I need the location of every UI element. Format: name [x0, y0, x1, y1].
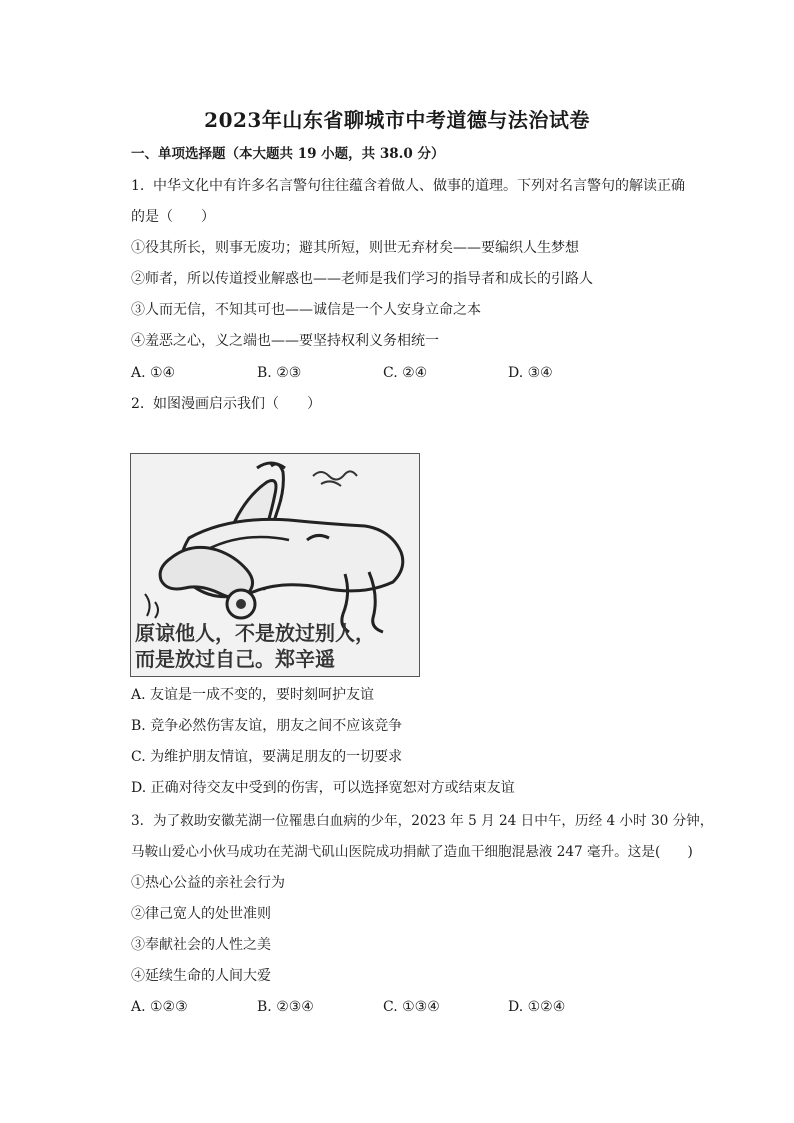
comic-caption	[135, 620, 420, 672]
q1-item-1: ①役其所长，则事无废功；避其所短，则世无弃材矣——要编织人生梦想	[131, 240, 579, 256]
q1-option-a[interactable]: A. ①④	[131, 365, 176, 381]
q3-option-d[interactable]: D. ①②④	[508, 999, 566, 1015]
q3-item-3: ③奉献社会的人性之美	[131, 937, 271, 953]
q1-option-d[interactable]: D. ③④	[508, 365, 553, 381]
q3-stem-text: 为了救助安徽芜湖一位罹患白血病的少年，2023 年 5 月 24 日中午，历经 4 小时 30 分钟，	[153, 813, 714, 829]
q2-stem-text: 如图漫画启示我们（ ）	[153, 396, 321, 412]
q2-option-b[interactable]: B. 竞争必然伤害友谊，朋友之间不应该竞争	[131, 718, 403, 734]
q3-stem-line2: 马鞍山爱心小伙马成功在芜湖弋矶山医院成功捐献了造血干细胞混悬液 247 毫升。这是( )	[131, 844, 693, 860]
q3-item-2: ②律己宽人的处世准则	[131, 906, 271, 922]
q1-item-4: ④羞恶之心，义之端也——要坚持权利义务相统一	[131, 333, 439, 349]
q3-stem-line1	[131, 812, 713, 830]
q2-number: 2.	[131, 396, 145, 412]
q1-stem-line1	[131, 177, 685, 195]
q3-option-a[interactable]: A. ①②③	[131, 999, 188, 1015]
q3-option-b[interactable]: B. ②③④	[257, 999, 314, 1015]
q1-stem-text: 中华文化中有许多名言警句往往蕴含着做人、做事的道理。下列对名言警句的解读正确	[153, 178, 685, 194]
q3-option-c[interactable]: C. ①③④	[383, 999, 440, 1015]
q1-number: 1.	[131, 178, 145, 194]
comic-image	[130, 453, 420, 677]
q1-option-b[interactable]: B. ②③	[257, 365, 302, 381]
q3-item-1: ①热心公益的亲社会行为	[131, 875, 285, 891]
q1-item-2: ②师者，所以传道授业解惑也——老师是我们学习的指导者和成长的引路人	[131, 271, 593, 287]
q3-number: 3.	[131, 813, 144, 829]
q2-option-d[interactable]: D. 正确对待交友中受到的伤害，可以选择宽恕对方或结束友谊	[131, 780, 515, 796]
comic-caption-line1: 原谅他人，不是放过别人，	[135, 621, 375, 645]
q3-item-4: ④延续生命的人间大爱	[131, 968, 271, 984]
q1-item-3: ③人而无信，不知其可也——诚信是一个人安身立命之本	[131, 302, 481, 318]
q2-option-a[interactable]: A. 友谊是一成不变的，要时刻呵护友谊	[131, 687, 375, 703]
section-heading: 一、单项选择题（本大题共 19 小题，共 38.0 分）	[131, 146, 445, 162]
q2-option-c[interactable]: C. 为维护朋友情谊，要满足朋友的一切要求	[131, 749, 403, 765]
comic-caption-line2: 而是放过自己。郑辛遥	[135, 647, 335, 671]
q1-option-c[interactable]: C. ②④	[383, 365, 428, 381]
q1-stem-line2: 的是（ ）	[131, 209, 215, 225]
exam-title: 2023年山东省聊城市中考道德与法治试卷	[204, 108, 590, 132]
q2-stem-line	[131, 395, 321, 413]
